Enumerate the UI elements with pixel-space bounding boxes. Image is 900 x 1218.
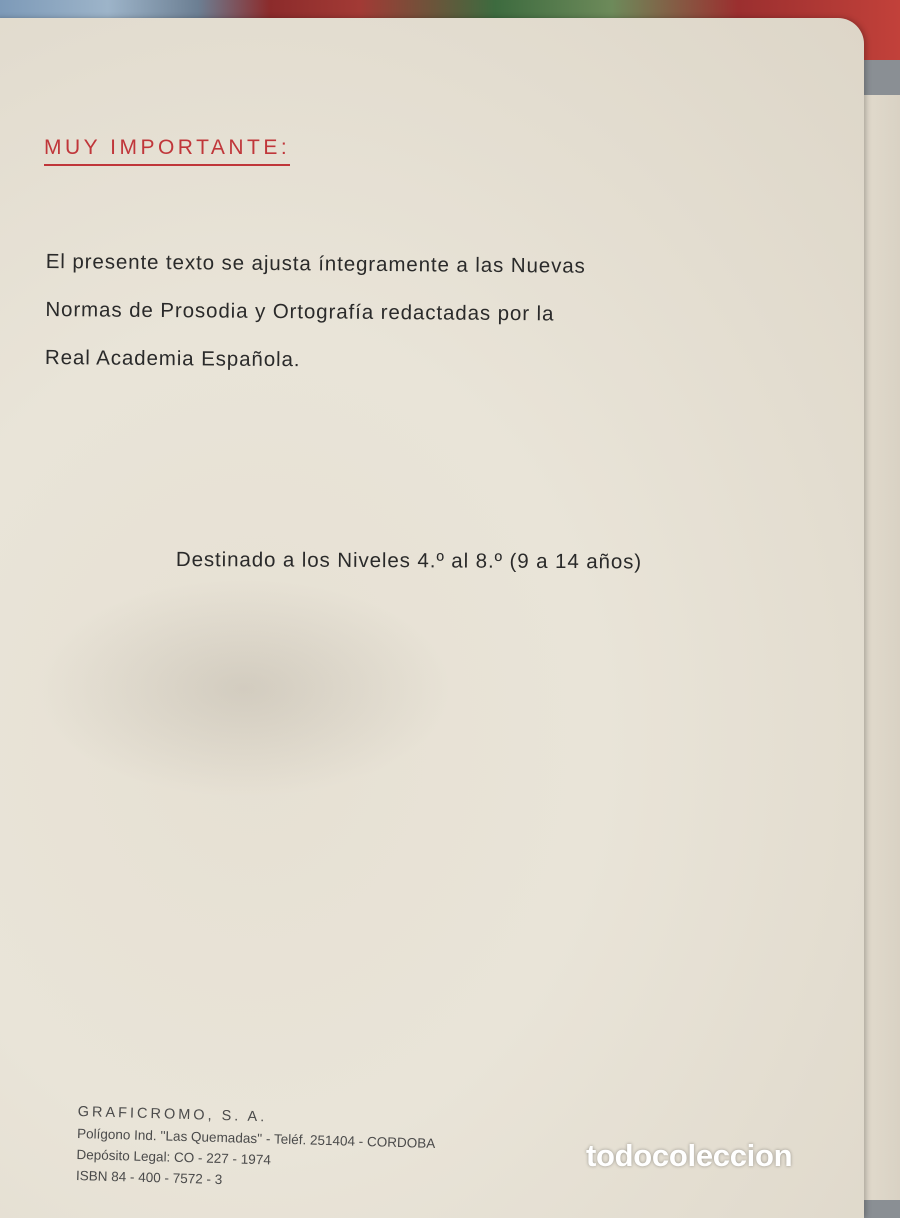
page-shadow	[34, 578, 454, 798]
important-heading: MUY IMPORTANTE:	[44, 136, 290, 166]
notice-line: Normas de Prosodia y Ortografía redactadas por la	[45, 297, 555, 326]
notice-paragraph	[45, 238, 706, 388]
printer-address: Polígono Ind. ''Las Quemadas'' - Teléf. 251404 - CORDOBA	[76, 1125, 436, 1151]
printer-imprint	[76, 1102, 436, 1196]
book-page	[0, 18, 864, 1218]
legal-deposit: Depósito Legal: CO - 227 - 1974	[76, 1146, 272, 1168]
watermark-logo: todocoleccion	[586, 1138, 793, 1173]
printer-company: GRAFICROMO, S. A.	[77, 1103, 268, 1126]
isbn: ISBN 84 - 400 - 7572 - 3	[75, 1167, 223, 1188]
target-levels: Destinado a los Niveles 4.º al 8.º (9 a 14 años)	[175, 548, 643, 574]
notice-line: El presente texto se ajusta íntegramente a las Nuevas	[45, 249, 586, 278]
notice-line: Real Academia Española.	[44, 345, 301, 372]
